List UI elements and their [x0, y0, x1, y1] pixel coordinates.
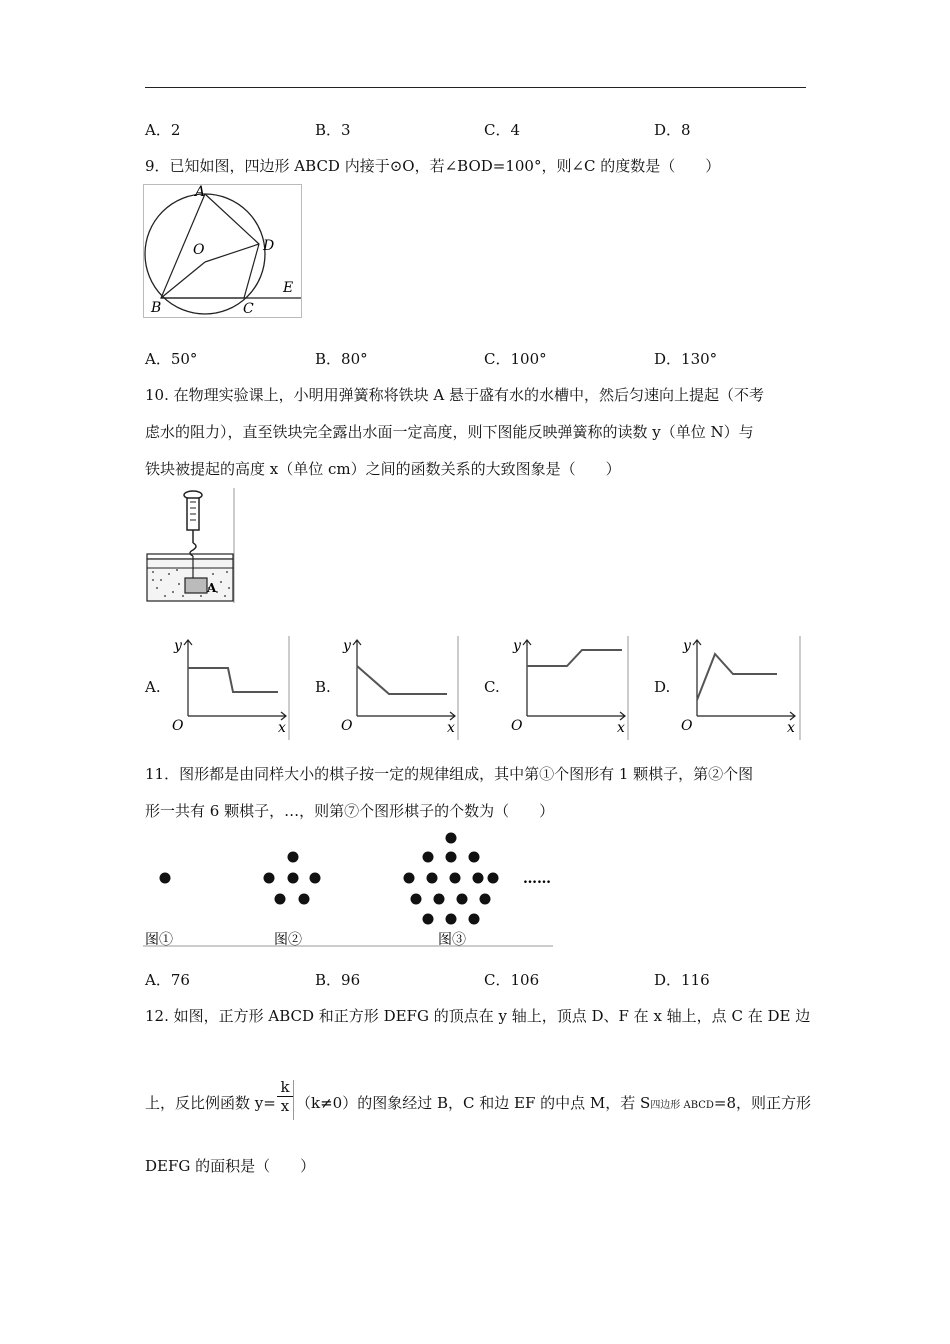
q10-line-1: 10. 在物理实验课上，小明用弹簧称将铁块 A 悬于盛有水的水槽中，然后匀速向上提起（不考: [145, 386, 764, 404]
q10-graph-c: [507, 636, 629, 740]
svg-text:y: y: [174, 638, 182, 654]
pattern-ellipsis: ……: [523, 871, 551, 887]
q8-option-b: B．3: [315, 121, 351, 139]
q12-line-2-rest: [296, 1092, 811, 1113]
caption-fig3: 图③: [438, 932, 466, 948]
q9-option-b: B．80°: [315, 350, 368, 368]
q11-line-1: 11．图形都是由同样大小的棋子按一定的规律组成，其中第①个图形有 1 颗棋子，第②个图: [145, 765, 754, 783]
svg-text:y: y: [683, 638, 691, 654]
q8-option-c: C．4: [484, 121, 521, 139]
q11-option-d: D．116: [654, 971, 710, 989]
q10-option-b: B.: [315, 678, 331, 696]
q11-line-2: 形一共有 6 颗棋子，…，则第⑦个图形棋子的个数为（ ）: [145, 802, 555, 820]
svg-text:x: x: [278, 720, 286, 736]
q11-option-c: C．106: [484, 971, 540, 989]
q8-option-a: A．2: [145, 121, 181, 139]
fraction-numerator: k: [277, 1078, 293, 1097]
caption-fig1: 图①: [145, 932, 173, 948]
q9-question: 9．已知如图，四边形 ABCD 内接于⊙O，若∠BOD=100°，则∠C 的度数是（ ）: [145, 157, 721, 175]
q12-subscript: 四边形 ABCD: [650, 1100, 714, 1111]
q11-option-b: B．96: [315, 971, 361, 989]
svg-text:y: y: [513, 638, 521, 654]
svg-text:O: O: [341, 718, 353, 734]
q12-line-3: DEFG 的面积是（ ）: [145, 1157, 316, 1175]
svg-text:O: O: [172, 718, 184, 734]
spring-scale-figure: [143, 488, 235, 603]
svg-text:O: O: [511, 718, 523, 734]
q8-option-d: D．8: [654, 121, 691, 139]
label-c: C: [243, 301, 254, 317]
label-o: O: [193, 242, 205, 258]
q12-line-2-mid: （k≠0）的图象经过 B，C 和边 EF 的中点 M，若 S: [296, 1094, 651, 1112]
fraction-k-over-x: [277, 1078, 293, 1115]
q9-option-c: C．100°: [484, 350, 547, 368]
q11-option-a: A．76: [145, 971, 190, 989]
svg-text:y: y: [343, 638, 351, 654]
svg-text:x: x: [617, 720, 625, 736]
label-e: E: [283, 280, 294, 296]
q12-line-2-pre: 上，反比例函数 y=: [145, 1094, 276, 1112]
fraction-denominator: x: [280, 1097, 290, 1115]
svg-text:x: x: [447, 720, 455, 736]
dot: [160, 873, 171, 884]
header-rule: [145, 87, 806, 88]
iron-block-label: A: [207, 581, 217, 595]
q10-line-2: 虑水的阻力），直至铁块完全露出水面一定高度，则下图能反映弹簧称的读数 y（单位 N）与: [145, 423, 754, 441]
q10-line-3: 铁块被提起的高度 x（单位 cm）之间的函数关系的大致图象是（ ）: [145, 460, 621, 478]
q12-line-2-post: =8，则正方形: [713, 1094, 812, 1112]
q10-graph-a: [168, 636, 290, 740]
label-a: A: [195, 184, 206, 200]
fraction-bar: [293, 1080, 294, 1120]
q12-line-1: 12. 如图，正方形 ABCD 和正方形 DEFG 的顶点在 y 轴上，顶点 D、F 在 x 轴上，点 C 在 DE 边: [145, 1007, 811, 1025]
q10-option-c: C.: [484, 678, 500, 696]
q9-circle-figure: [143, 184, 303, 319]
q10-graph-d: [677, 636, 801, 740]
label-b: B: [151, 300, 162, 316]
q11-dot-pattern-figure: [143, 828, 553, 948]
q10-option-a: A.: [145, 678, 161, 696]
q10-option-d: D.: [654, 678, 671, 696]
q9-option-d: D．130°: [654, 350, 718, 368]
svg-text:O: O: [681, 718, 693, 734]
svg-text:x: x: [787, 720, 795, 736]
label-d: D: [263, 238, 275, 254]
q10-graph-b: [337, 636, 459, 740]
q9-option-a: A．50°: [145, 350, 198, 368]
caption-fig2: 图②: [274, 932, 302, 948]
